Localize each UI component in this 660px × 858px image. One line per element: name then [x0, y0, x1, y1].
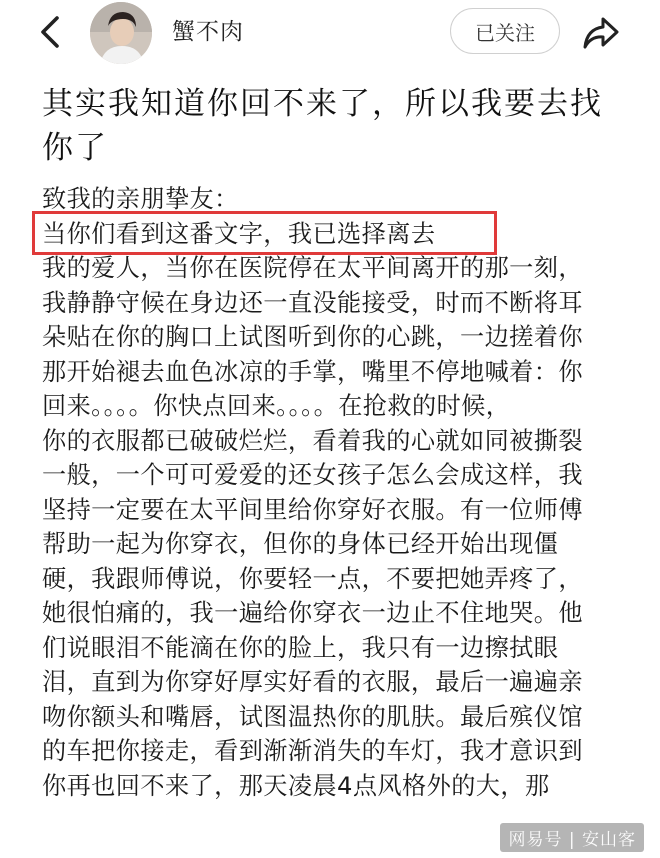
body-line: 她很怕痛的，我一遍给你穿衣一边止不住地哭。他: [42, 599, 583, 627]
body-line: 泪，直到为你穿好厚实好看的衣服，最后一遍遍亲: [42, 668, 583, 696]
body-line: 的车把你接走，看到渐渐消失的车灯，我才意识到: [42, 737, 583, 765]
chevron-left-icon: [37, 15, 63, 49]
top-bar: [0, 0, 660, 70]
post-body: [42, 182, 642, 803]
body-line: 朵贴在你的胸口上试图听到你的心跳，一边搓着你: [42, 323, 583, 351]
share-arrow-icon: [581, 15, 621, 51]
author-name[interactable]: 蟹不肉: [172, 19, 244, 45]
body-line: 我的爱人，当你在医院停在太平间离开的那一刻，: [42, 254, 583, 282]
follow-button[interactable]: 已关注: [450, 8, 560, 54]
post-title: 其实我知道你回不来了，所以我要去找你了: [42, 86, 603, 166]
body-line: 一般，一个可可爱爱的还女孩子怎么会成这样，我: [42, 461, 583, 489]
highlight-box: [32, 211, 497, 255]
body-line: 你的衣服都已破破烂烂，看着我的心就如同被撕裂: [42, 426, 583, 455]
highlighted-line: 当你们看到这番文字，我已选择离去: [42, 219, 436, 248]
back-button[interactable]: [28, 10, 72, 54]
source-watermark: 网易号 | 安山客: [500, 823, 644, 852]
avatar-image: [90, 2, 152, 64]
body-line: 那开始褪去血色冰凉的手掌，嘴里不停地喊着：你: [42, 357, 583, 386]
body-line: 帮助一起为你穿衣，但你的身体已经开始出现僵: [42, 530, 559, 558]
share-button[interactable]: [578, 10, 624, 56]
author-avatar[interactable]: [90, 2, 152, 64]
body-line: 坚持一定要在太平间里给你穿好衣服。有一位师傅: [42, 495, 583, 524]
body-line: 们说眼泪不能滴在你的脸上，我只有一边擦拭眼: [42, 633, 559, 662]
greeting-line: 致我的亲朋挚友：: [42, 185, 239, 213]
body-line: 硬，我跟师傅说，你要轻一点，不要把她弄疼了，: [42, 564, 583, 593]
body-line: 回来。。。。你快点回来。。。。在抢救的时候，: [42, 392, 511, 420]
body-line: 你再也回不来了，那天凌晨4点风格外的大，那: [42, 771, 550, 800]
body-line: 我静静守候在身边还一直没能接受，时而不断将耳: [42, 288, 583, 317]
body-line: 吻你额头和嘴唇，试图温热你的肌肤。最后殡仪馆: [42, 702, 583, 731]
